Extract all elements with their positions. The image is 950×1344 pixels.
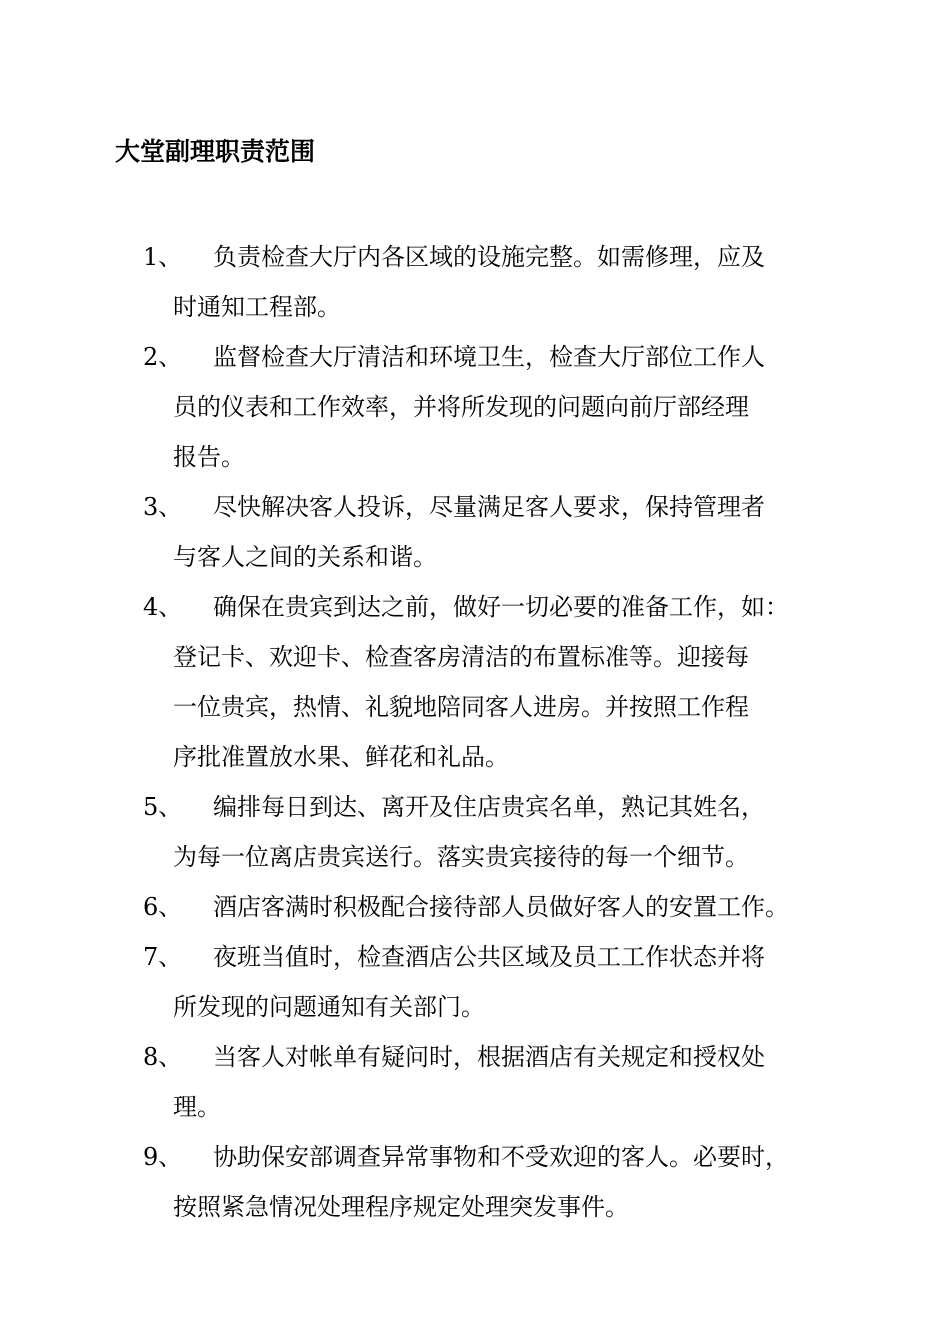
duty-number: 1、: [143, 243, 183, 271]
duty-first-line: [143, 1132, 828, 1182]
duty-first-line: [143, 232, 828, 282]
duty-number: 3、: [143, 493, 183, 521]
duty-text: 报告。: [173, 443, 245, 471]
duty-item: [143, 582, 828, 782]
duty-text: 为每一位离店贵宾送行。落实贵宾接待的每一个细节。: [173, 843, 749, 871]
document-title: 大堂副理职责范围: [115, 137, 316, 166]
duty-text: 序批准置放水果、鲜花和礼品。: [173, 743, 509, 771]
duty-first-line: [143, 1032, 828, 1082]
duty-text: 时通知工程部。: [173, 293, 341, 321]
duty-number: 6、: [143, 893, 183, 921]
duty-first-line: [143, 782, 828, 832]
duty-item: [143, 232, 828, 332]
duty-number: 9、: [143, 1143, 183, 1171]
duty-number: 4、: [143, 593, 183, 621]
duty-text: 确保在贵宾到达之前，做好一切必要的准备工作，如：: [213, 593, 789, 621]
duty-number: 8、: [143, 1043, 183, 1071]
duty-text: 登记卡、欢迎卡、检查客房清洁的布置标准等。迎接每: [173, 643, 749, 671]
duty-text: 与客人之间的关系和谐。: [173, 543, 437, 571]
duty-item: [143, 882, 828, 932]
duty-continuation-line: [143, 432, 828, 482]
duty-continuation-line: [143, 682, 828, 732]
duty-continuation-line: [143, 282, 828, 332]
duty-item: [143, 782, 828, 882]
duty-text: 监督检查大厅清洁和环境卫生，检查大厅部位工作人: [213, 343, 765, 371]
duty-continuation-line: [143, 632, 828, 682]
duty-text: 员的仪表和工作效率，并将所发现的问题向前厅部经理: [173, 393, 749, 421]
duty-text: 所发现的问题通知有关部门。: [173, 993, 485, 1021]
duty-first-line: [143, 482, 828, 532]
duty-number: 7、: [143, 943, 183, 971]
duty-continuation-line: [143, 382, 828, 432]
duty-text: 编排每日到达、离开及住店贵宾名单，熟记其姓名，: [213, 793, 765, 821]
duty-first-line: [143, 332, 828, 382]
duty-text: 尽快解决客人投诉，尽量满足客人要求，保持管理者: [213, 493, 765, 521]
duty-continuation-line: [143, 532, 828, 582]
duty-list: [143, 232, 828, 1232]
duty-text: 酒店客满时积极配合接待部人员做好客人的安置工作。: [213, 893, 789, 921]
duty-text: 夜班当值时，检查酒店公共区域及员工工作状态并将: [213, 943, 765, 971]
duty-continuation-line: [143, 1082, 828, 1132]
duty-continuation-line: [143, 832, 828, 882]
duty-item: [143, 332, 828, 482]
duty-item: [143, 1032, 828, 1132]
duty-text: 协助保安部调查异常事物和不受欢迎的客人。必要时，: [213, 1143, 789, 1171]
duty-text: 按照紧急情况处理程序规定处理突发事件。: [173, 1193, 629, 1221]
duty-text: 负责检查大厅内各区域的设施完整。如需修理，应及: [213, 243, 765, 271]
duty-text: 当客人对帐单有疑问时，根据酒店有关规定和授权处: [213, 1043, 765, 1071]
duty-item: [143, 1132, 828, 1232]
duty-first-line: [143, 582, 828, 632]
duty-number: 2、: [143, 343, 183, 371]
duty-text: 理。: [173, 1093, 221, 1121]
duty-continuation-line: [143, 982, 828, 1032]
duty-continuation-line: [143, 1182, 828, 1232]
duty-first-line: [143, 932, 828, 982]
duty-item: [143, 482, 828, 582]
duty-text: 一位贵宾，热情、礼貌地陪同客人进房。并按照工作程: [173, 693, 749, 721]
duty-item: [143, 932, 828, 1032]
duty-continuation-line: [143, 732, 828, 782]
duty-number: 5、: [143, 793, 183, 821]
duty-first-line: [143, 882, 828, 932]
